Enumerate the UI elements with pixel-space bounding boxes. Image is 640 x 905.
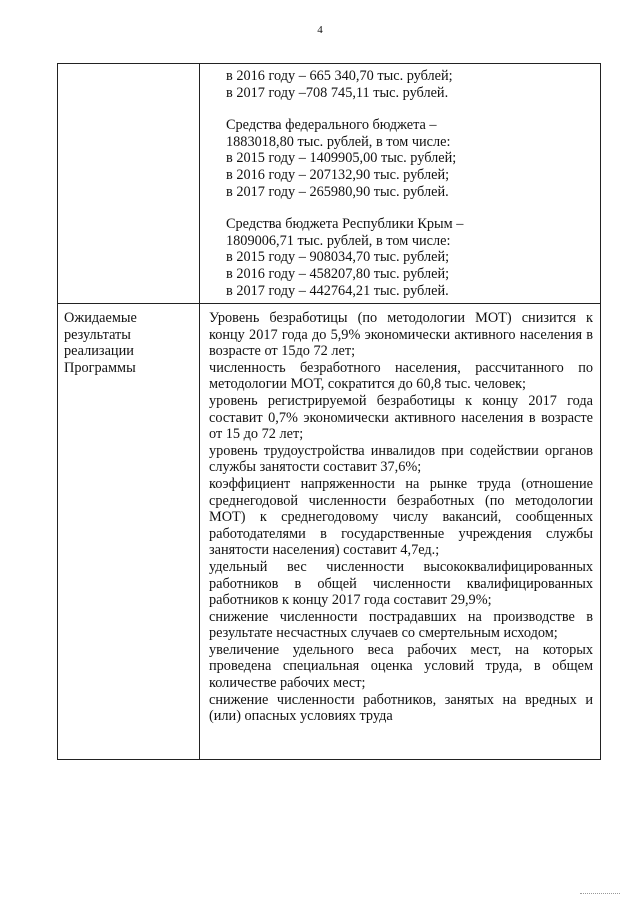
- result-item-fatal-accidents: снижение численности пострадавших на производстве в результате несчастных случаев со смертельным исходом;: [209, 608, 593, 642]
- result-item-disabled-employment: уровень трудоустройства инвалидов при содействии органов службы занятости составит 37,6%;: [209, 442, 593, 476]
- result-item-highly-qualified-share: удельный вес численности высококвалифицированных работников в общей численности квалифицированных работников к концу 2017 года составит 29,9%;: [209, 558, 593, 609]
- results-row: [58, 304, 601, 760]
- result-item-workplace-assessment: увеличение удельного веса рабочих мест, на которых проведена специальная оценка условий труда, в общем количестве рабочих мест;: [209, 641, 593, 692]
- federal-budget-2016: в 2016 году – 207132,90 тыс. рублей;: [226, 166, 450, 183]
- federal-budget-heading: Средства федерального бюджета –: [226, 117, 437, 134]
- crimea-budget-2016: в 2016 году – 458207,80 тыс. рублей;: [226, 265, 450, 282]
- federal-budget-block: [226, 117, 594, 200]
- crimea-budget-2017: в 2017 году – 442764,21 тыс. рублей.: [226, 282, 449, 299]
- federal-budget-total: 1883018,80 тыс. рублей, в том числе:: [226, 133, 451, 150]
- page-number: 4: [317, 24, 323, 36]
- result-item-labor-market-tension: коэффициент напряженности на рынке труда (отношение среднегодовой численности безработных (по методологии МОТ) к среднегодовому числу вакансий, сообщенных работодателями в государственные учреждения службы занятости населения) составит 4,7ед.;: [209, 475, 593, 559]
- results-cell: [200, 304, 601, 760]
- scan-artifact-line: [580, 893, 620, 895]
- funding-total-continuation: [226, 68, 594, 101]
- crimea-budget-heading: Средства бюджета Республики Крым –: [226, 216, 464, 233]
- federal-budget-2015: в 2015 году – 1409905,00 тыс. рублей;: [226, 150, 457, 167]
- funding-cell: [200, 64, 601, 304]
- result-item-unemployment-rate: Уровень безработицы (по методологии МОТ) снизится к концу 2017 года до 5,9% экономически активного населения в возрасте от 15до 72 лет;: [209, 310, 593, 360]
- results-label-cell: [58, 304, 200, 760]
- federal-budget-2017: в 2017 году – 265980,90 тыс. рублей.: [226, 183, 449, 200]
- results-label-line: результаты: [64, 326, 131, 343]
- result-item-registered-unemployment: уровень регистрируемой безработицы к концу 2017 года составит 0,7% экономически активного населения в возрасте от 15 до 72 лет;: [209, 392, 593, 443]
- result-item-unemployed-count: численность безработного населения, рассчитанного по методологии МОТ, сократится до 60,8 тыс. человек;: [209, 359, 593, 393]
- funding-label-cell: [58, 64, 200, 304]
- results-label-line: реализации: [64, 343, 134, 360]
- funding-line: в 2017 году –708 745,11 тыс. рублей.: [226, 84, 449, 101]
- crimea-budget-2015: в 2015 году – 908034,70 тыс. рублей;: [226, 249, 450, 266]
- funding-row: [58, 64, 601, 304]
- program-passport-table: [57, 63, 601, 760]
- results-label-line: Программы: [64, 359, 136, 376]
- result-item-hazardous-conditions: снижение численности работников, занятых на вредных и (или) опасных условиях труда: [209, 691, 593, 725]
- funding-line: в 2016 году – 665 340,70 тыс. рублей;: [226, 68, 453, 84]
- results-label-line: Ожидаемые: [64, 310, 137, 326]
- crimea-budget-total: 1809006,71 тыс. рублей, в том числе:: [226, 232, 451, 249]
- crimea-budget-block: [226, 216, 594, 299]
